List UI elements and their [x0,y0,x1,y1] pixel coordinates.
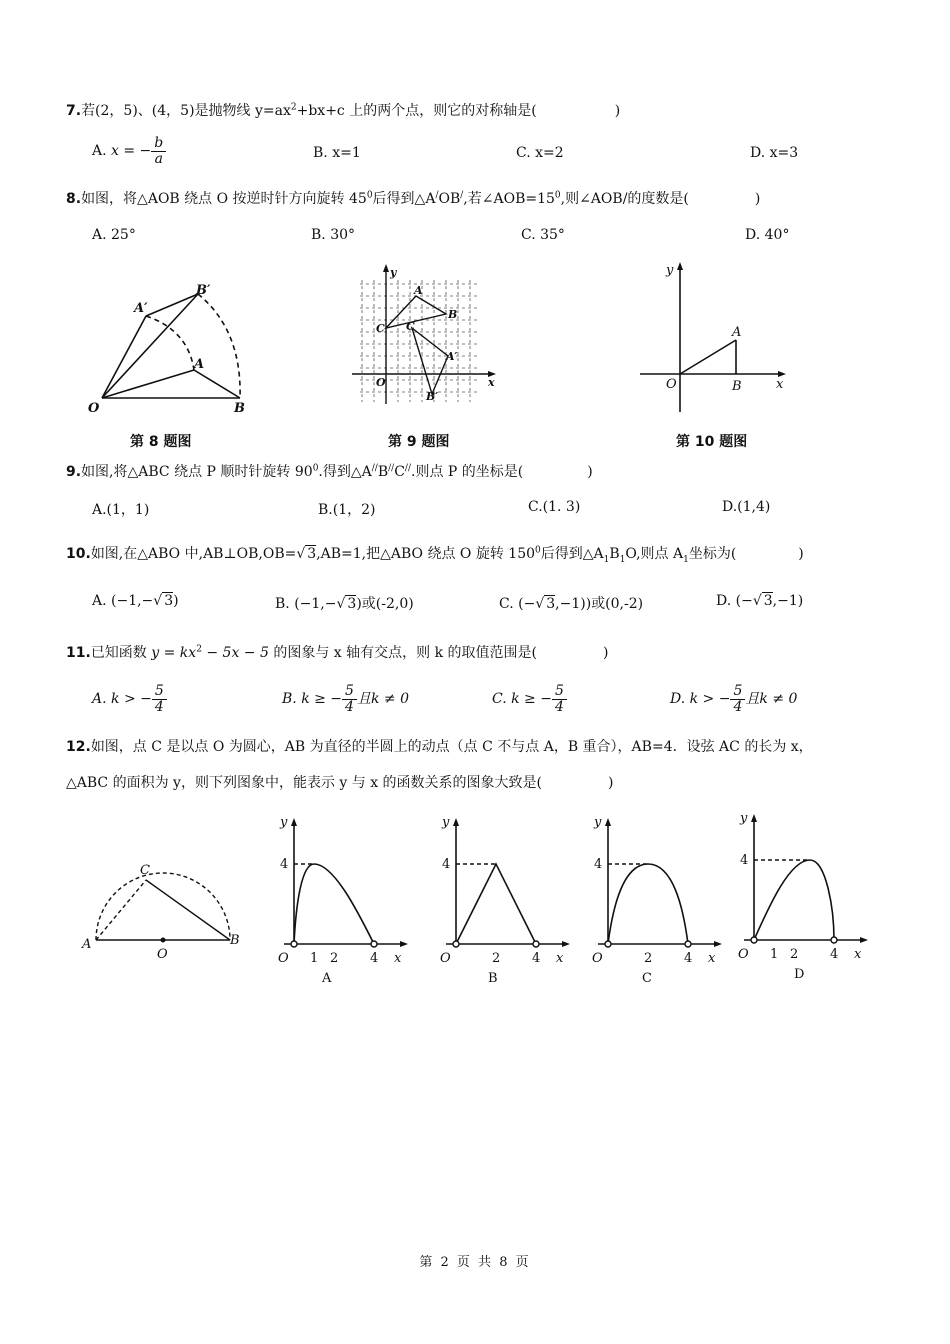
q9-option-a: A.(1，1) [92,502,150,518]
fig12-label-a: A [82,937,92,952]
fig10-label-a: A [732,325,742,340]
svg-text:4: 4 [370,951,379,966]
fig12-label-c: C [140,863,150,878]
fig10-label-b: B [732,379,742,394]
fig10-label-o: O [666,377,677,392]
svg-text:O: O [592,951,603,966]
fig8-label-o: O [88,401,100,416]
svg-text:O: O [738,947,749,962]
fig10-label-y: y [666,263,674,278]
q10-option-a: A. (−1,−√ 3) [92,593,179,609]
figure-12-semicircle [80,852,246,964]
q7-stem: 7.若(2，5)、(4，5)是抛物线 $y=ax^2+bx+c$ 上的两个点，则它的对称轴是( ) [66,102,621,119]
graph-c-label: C [642,971,652,986]
graph-option-d [726,808,876,984]
svg-text:x: x [556,951,564,966]
svg-text:1: 1 [310,951,319,966]
q8-option-d: D. 40° [745,227,790,243]
caption-figure-10: 第 10 题图 [676,434,748,450]
fig9-label-b: B [448,308,458,321]
q9-option-d: D.(1,4) [722,499,771,515]
svg-text:1: 1 [770,947,779,962]
fig9-label-y: y [390,266,397,279]
fig9-triangle-abc [386,296,446,328]
svg-text:x: x [854,947,862,962]
fig8-label-b: B [234,401,245,416]
svg-text:y: y [594,815,602,830]
q12-line2: △ABC 的面积为 y，则下列图象中，能表示 y 与 x 的函数关系的图象大致是( ) [66,775,614,791]
svg-text:4: 4 [740,853,749,868]
q8-option-a: A. 25° [92,227,136,243]
graph-a-label: A [322,971,332,986]
q11-option-a: A. k > − $\frac{5}{4}$ [92,684,167,714]
q12-line1: 12.如图，点 C 是以点 O 为圆心，AB 为直径的半圆上的动点（点 C 不与点 A，B 重合），AB=4．设弦 AC 的长为 x， [66,739,813,755]
fig8-segment-ab [194,370,240,398]
fig9-label-x: x [488,376,495,389]
q10-number: 10. [66,546,91,562]
q8-number: 8. [66,191,82,207]
fig9-label-o: O [376,376,386,389]
svg-text:x: x [708,951,716,966]
q9-number: 9. [66,464,82,480]
svg-text:2: 2 [492,951,501,966]
fig12-label-b: B [230,933,240,948]
svg-text:2: 2 [644,951,653,966]
fig10-segment-oa [680,340,736,374]
fig9-label-c: C [376,322,385,335]
q11-option-b: B. k ≥ − $\frac{5}{4}$ 且k ≠ 0 [282,683,409,715]
q12-number: 12. [66,739,91,755]
caption-figure-9: 第 9 题图 [388,434,450,450]
q8-stem: 8.如图，将△AOB 绕点 O 按逆时针方向旋转 $45^0$后得到△A/OB/,若$\angle AOB=15^0$,则∠AOB/的度数是( ) [66,190,761,207]
svg-text:y: y [740,811,748,826]
fig9-label-a-prime: A′ [446,350,458,363]
svg-text:2: 2 [790,947,799,962]
fig8-arc-b [198,294,240,398]
svg-text:4: 4 [442,857,451,872]
fig12-chord-bc [146,880,230,940]
svg-text:y: y [280,815,288,830]
q7-option-a: A. x = − $\frac{b}{a}$ [92,136,166,166]
svg-text:4: 4 [532,951,541,966]
fig8-segment-a2b2 [146,294,198,316]
q10-stem: 10.如图,在△ABO 中,AB⊥OB,OB=√ 3,AB=1,把△ABO 绕点 O 旋转 $150^0$后得到$\triangle A_1B_1O$,则点 $A_1$坐标为( ) [66,545,804,565]
caption-figure-8: 第 8 题图 [130,434,192,450]
q10-option-b: B. (−1,−√ 3)或(-2,0) [275,596,414,612]
q8-option-c: C. 35° [521,227,565,243]
svg-text:O: O [440,951,451,966]
fig9-label-c2: C [406,320,415,333]
svg-text:4: 4 [594,857,603,872]
fig10-label-x: x [776,377,784,392]
fig9-triangle-rotated [412,328,448,394]
q9-option-c: C.(1. 3) [528,499,581,515]
fig8-segment-ob2 [102,294,198,398]
q11-option-c: C. k ≥ − $\frac{5}{4}$ [492,684,567,714]
page-footer: 第 2 页 共 8 页 [419,1255,531,1270]
q10-option-c: C. (−√ 3,−1))或(0,-2) [499,596,644,612]
q11-option-d: D. k > − $\frac{5}{4}$ 且k ≠ 0 [670,683,798,715]
graph-option-b [428,812,578,988]
q7-option-c: C. x=2 [516,145,564,161]
q9-option-b: B.(1，2) [318,502,376,518]
figure-10 [636,260,792,418]
q11-number: 11. [66,645,91,661]
svg-text:4: 4 [280,857,289,872]
fig8-label-b-prime: B′ [196,283,211,298]
fig12-label-o: O [157,947,168,962]
fig8-label-a: A [194,357,205,372]
fig9-label-a: A [414,284,423,297]
fig12-semicircle-arc [96,873,230,940]
fig8-label-a-prime: A′ [134,301,148,316]
graph-option-c [580,812,730,988]
svg-text:y: y [442,815,450,830]
svg-text:O: O [278,951,289,966]
figure-8 [84,274,260,424]
svg-text:x: x [394,951,402,966]
q7-number: 7. [66,103,82,119]
q7-option-b: B. x=1 [313,145,361,161]
fig9-label-b-prime: B′ [426,390,439,403]
svg-text:2: 2 [330,951,339,966]
figure-9 [348,262,504,412]
graph-b-label: B [488,971,498,986]
svg-text:4: 4 [830,947,839,962]
q10-option-d: D. (−√ 3,−1) [716,593,804,609]
q9-stem: 9.如图,将△ABC 绕点 P 顺时针旋转 $90^0$.得到△A//B//C//.则点 P 的坐标是( ) [66,463,593,480]
graph-d-label: D [794,967,805,982]
q11-stem: 11.已知函数 $y = kx^2 - 5x - 5$ 的图象与 x 轴有交点，则 k 的取值范围是( ) [66,644,609,661]
q7-option-d: D. x=3 [750,145,799,161]
graph-option-a [266,812,416,988]
svg-text:4: 4 [684,951,693,966]
q8-option-b: B. 30° [311,227,356,243]
